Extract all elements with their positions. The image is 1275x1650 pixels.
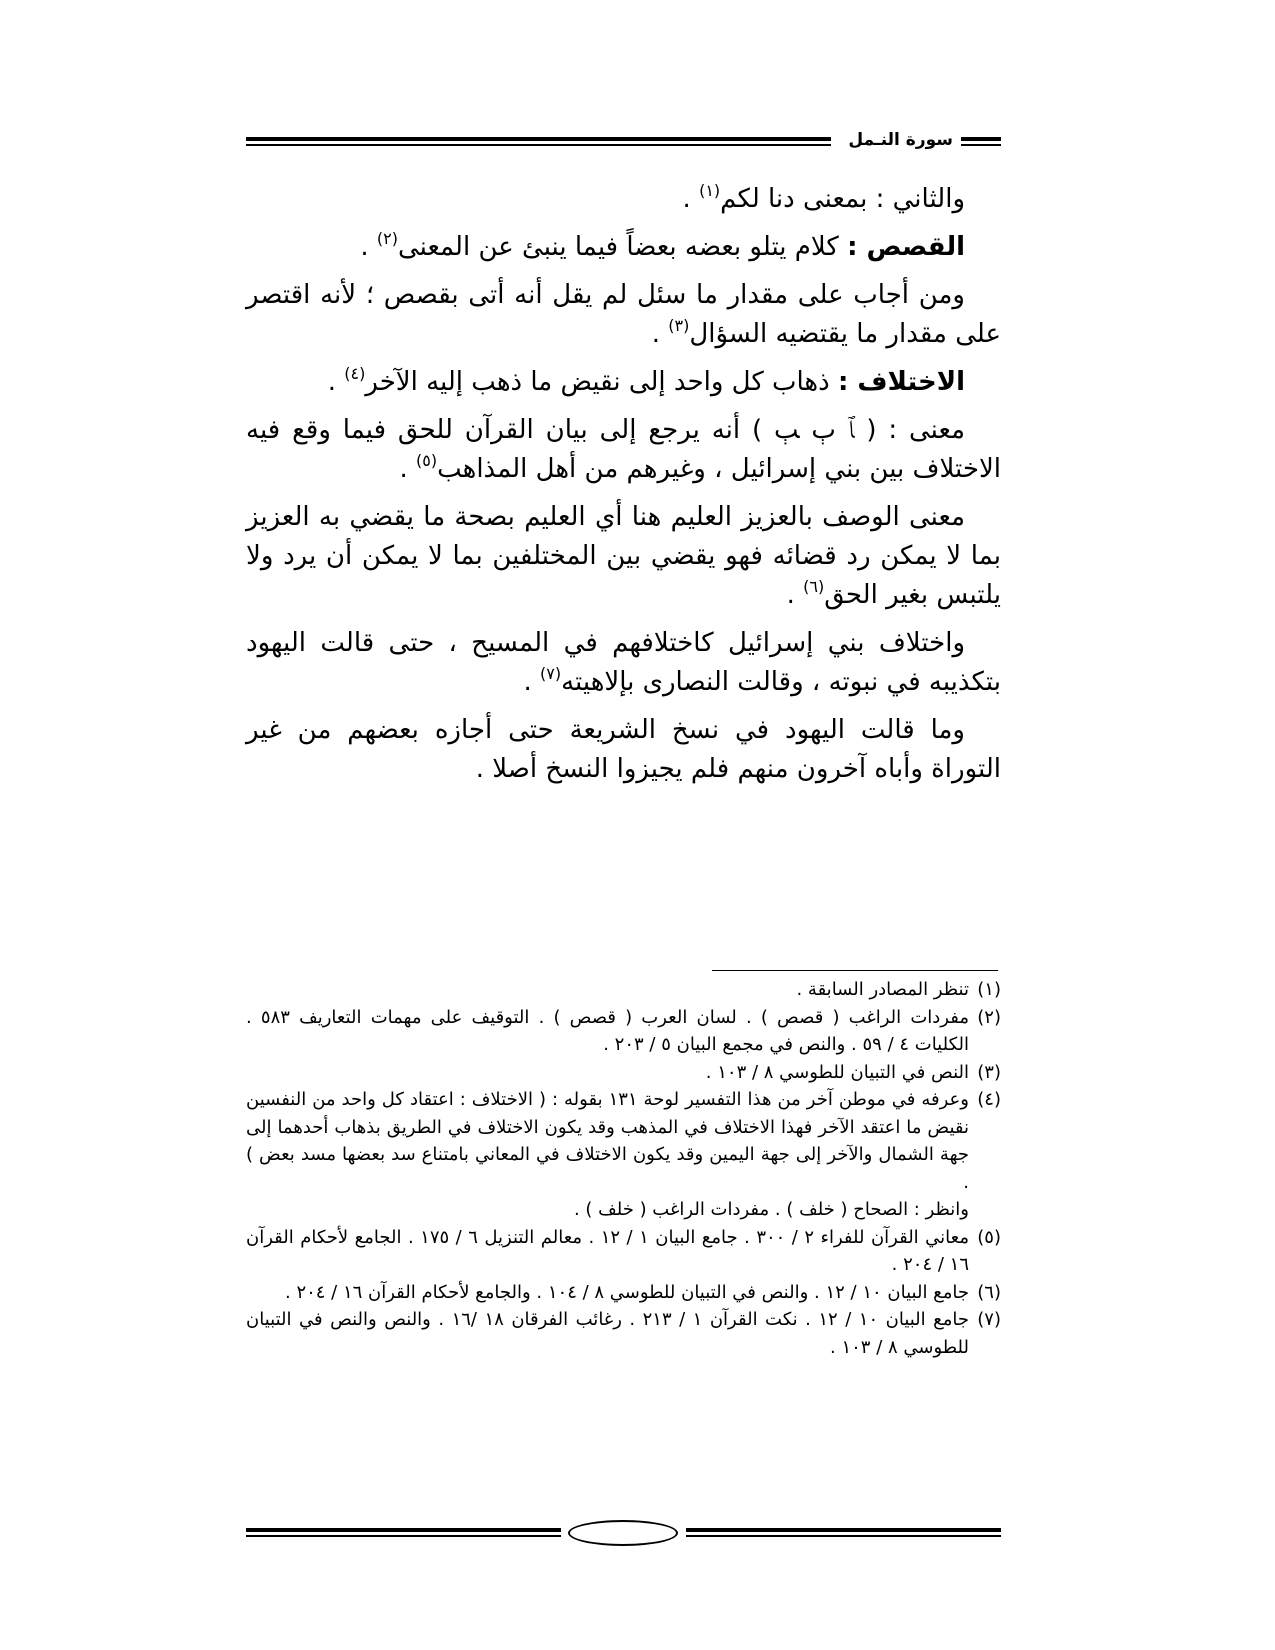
footnote-ref: (١) [699,181,721,200]
footnote-ref: (٤) [344,364,366,383]
header-dash [961,137,1001,146]
paragraph-tail: . [399,454,416,484]
footnote-text: جامع البيان ١٠ / ١٢ . نكت القرآن ١ / ٢١٣ . رغائب الفرقان ١٨ /١٦ . والنص والنص في التبيان للطوسي ٨ / ١٠٣ . [246,1309,969,1358]
paragraph [246,276,1001,354]
surah-title: سورة النـمل [848,130,953,150]
footer-rule-right [686,1528,1001,1537]
footer-rule-left [246,1528,561,1537]
footnote-ref: (٣) [668,316,690,335]
paragraph [246,624,1001,702]
footnote-text: وانظر : الصحاح ( خلف ) . مفردات الراغب ( خلف ) . [573,1199,969,1220]
page-footer [246,1520,1001,1560]
paragraph-tail: . [786,580,804,610]
footnote-text: وعرفه في موطن آخر من هذا التفسير لوحة ١٣١ بقوله : ( الاختلاف : اعتقاد كل واحد من النفسين نقيض ما اعتقد الآخر فهذا الاختلاف في المذهب وقد يكون الاختلاف في الطريق بذهاب أحدهما إلى جهة الشمال والآخر إلى جهة اليمين وقد يكون الاختلاف في المعاني بامتناع سد بعضها مسد بعض ) . [246,1089,969,1193]
paragraph-tail: . [651,319,669,349]
page-header [246,127,1001,167]
paragraph [246,180,1001,219]
footnote-continuation [246,1196,1001,1224]
footnote-ref: (٦) [803,577,825,596]
footnote-text: جامع البيان ١٠ / ١٢ . والنص في التبيان للطوسي ٨ / ١٠٤ . والجامع لأحكام القرآن ١٦ / ٢٠٤ . [284,1281,969,1303]
footnote [246,1004,1001,1059]
header-rule [246,137,831,146]
paragraph-tail: . [360,232,377,262]
paragraph-tail: . [327,367,345,397]
footnote [246,1279,1001,1307]
paragraph-text: معنى : ( ﭑ ﭒ ﭓ ) أنه يرجع إلى بيان القرآن للحق فيما وقع فيه الاختلاف بين بني إسرائيل ، وغيرهم من أهل المذاهب [246,415,1001,484]
footnote [246,1086,1001,1196]
main-text [246,180,1001,798]
paragraph-text: ذهاب كل واحد إلى نقيض ما ذهب إليه الآخر [365,367,838,397]
footnote-text: النص في التبيان للطوسي ٨ / ١٠٣ . [705,1061,969,1083]
term: القصص : [847,232,965,262]
footnote-number: (٣) [977,1061,1001,1083]
footnote [246,976,1001,1004]
paragraph-text: كلام يتلو بعضه بعضاً فيما ينبئ عن المعنى [397,232,848,262]
paragraph-tail: . [523,667,540,697]
paragraph-tail: . [682,184,700,214]
footnote-ref: (٧) [539,664,562,683]
term: الاختلاف : [837,367,965,397]
footnote-text: تنظر المصادر السابقة . [796,979,969,1000]
paragraph [246,711,1001,789]
footnote-text: مفردات الراغب ( قصص ) . لسان العرب ( قصص ) . التوقيف على مهمات التعاريف ٥٨٣ . الكليات ٤ / ٥٩ . والنص في مجمع البيان ٥ / ٢٠٣ . [246,1006,969,1055]
paragraph-text: ومن أجاب على مقدار ما سئل لم يقل أنه أتى بقصص ؛ لأنه اقتصر على مقدار ما يقتضيه السؤال [246,280,1001,349]
paragraph [246,498,1001,615]
footnote-number: (٦) [977,1281,1001,1303]
footnote [246,1306,1001,1361]
paragraph-text: وما قالت اليهود في نسخ الشريعة حتى أجازه بعضهم من غير التوراة وأباه آخرون منهم فلم يجيزوا النسخ أصلا . [246,715,1001,784]
paragraph-text: معنى الوصف بالعزيز العليم هنا أي العليم بصحة ما يقضي به العزيز بما لا يمكن رد قضائه فهو يقضي بين المختلفين بما لا يمكن أن يرد ولا يلتبس بغير الحق [246,502,1001,610]
footnote-number: (٢) [977,1006,1001,1028]
paragraph [246,411,1001,489]
paragraph [246,363,1001,402]
footnotes [246,976,1001,1361]
paragraph-text: واختلاف بني إسرائيل كاختلافهم في المسيح ، حتى قالت اليهود بتكذيبه في نبوته ، وقالت النصارى بإلاهيته [246,628,1001,697]
footnote-ref: (٢) [376,229,398,248]
footnote [246,1059,1001,1087]
footnote-text: معاني القرآن للفراء ٢ / ٣٠٠ . جامع البيان ١ / ١٢ . معالم التنزيل ٦ / ١٧٥ . الجامع لأحكام القرآن ١٦ / ٢٠٤ . [246,1226,969,1275]
footnote-number: (٤) [977,1089,1001,1110]
footnote-ref: (٥) [415,451,438,470]
footnote-separator [712,970,998,971]
footnote-number: (٧) [977,1309,1001,1330]
footnote-number: (١) [977,979,1001,1000]
footnote-number: (٥) [977,1226,1001,1248]
paragraph [246,228,1001,267]
footnote [246,1224,1001,1279]
paragraph-text: والثاني : بمعنى دنا لكم [720,184,965,214]
footer-oval-ornament [568,1520,678,1546]
